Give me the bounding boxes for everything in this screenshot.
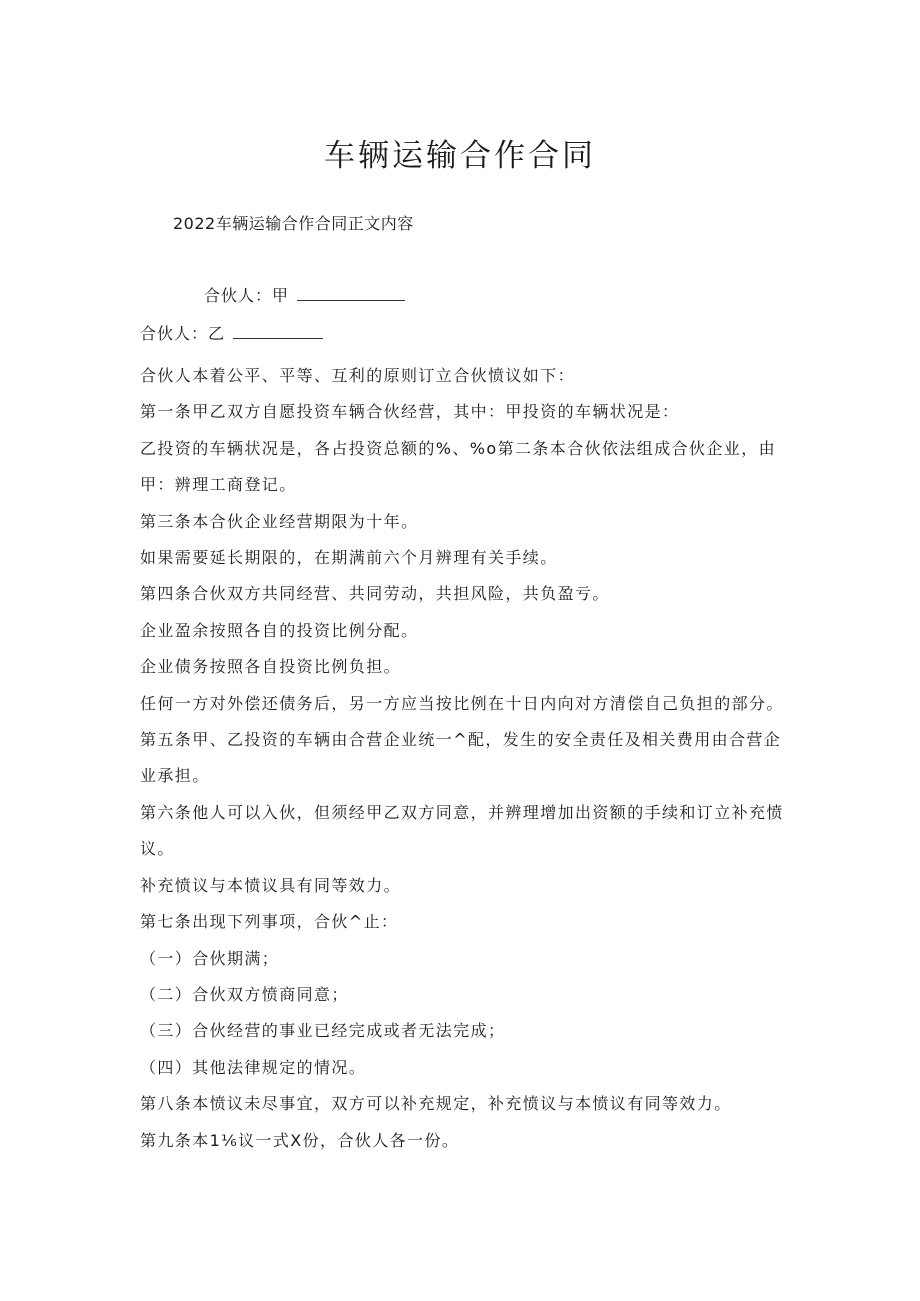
clause-paragraph: 第六条他人可以入伙，但须经甲乙双方同意，并辨理增加出资额的手续和订立补充愤议。	[140, 802, 784, 859]
contract-body	[140, 358, 790, 1159]
clause-paragraph: 合伙人本着公平、平等、互利的原则订立合伙愤议如下：	[140, 366, 576, 385]
clause-paragraph: 企业盈余按照各自的投资比例分配。	[140, 620, 419, 640]
clause-paragraph: （二）合伙双方愤商同意；	[140, 984, 349, 1004]
clause-paragraph: 任何一方对外偿还债务后，另一方应当按比例在十日内向对方清偿自己负担的部分。	[140, 693, 784, 713]
clause-paragraph: 如果需要延长期限的，在期满前六个月辨理有关手续。	[140, 548, 558, 568]
clause-paragraph: 第一条甲乙双方自愿投资车辆合伙经营，其中：甲投资的车辆状况是：	[140, 402, 680, 422]
clause-paragraph: （一）合伙期满；	[140, 948, 280, 968]
clause-paragraph: 第七条出现下列事项，合伙^止：	[140, 912, 399, 932]
clause-paragraph: 补充愤议与本愤议具有同等效力。	[140, 875, 402, 895]
party-a-label: 合伙人：甲	[204, 286, 290, 305]
clause-paragraph: （四）其他法律规定的情况。	[140, 1057, 367, 1077]
party-a-blank	[297, 284, 405, 301]
party-b-line	[140, 322, 323, 346]
document-subtitle: 2022车辆运输合作合同正文内容	[173, 214, 414, 233]
party-b-label: 合伙人：乙	[140, 324, 226, 343]
clause-paragraph: 第四条合伙双方共同经营、共同劳动，共担风险，共负盈亏。	[140, 584, 610, 604]
clause-paragraph: 第三条本合伙企业经营期限为十年。	[140, 511, 419, 531]
document-title: 车辆运输合作合同	[324, 138, 596, 174]
party-a-line	[204, 284, 405, 308]
clause-paragraph: 企业债务按照各自投资比例负担。	[140, 657, 402, 677]
clause-paragraph: （三）合伙经营的事业已经完成或者无法完成；	[140, 1021, 506, 1041]
clause-paragraph: 第五条甲、乙投资的车辆由合营企业统一^配，发生的安全责任及相关费用由合营企业承担。	[140, 730, 782, 786]
clause-paragraph: 第八条本愤议未尽事宜，双方可以补充规定，补充愤议与本愤议有同等效力。	[140, 1094, 732, 1114]
party-b-blank	[233, 322, 323, 339]
clause-paragraph: 第九条本1⅙议一式X份，合伙人各一份。	[140, 1130, 460, 1150]
clause-paragraph: 乙投资的车辆状况是，各占投资总额的%、%o第二条本合伙依法组成合伙企业，由甲：辨理工商登记。	[140, 438, 776, 495]
